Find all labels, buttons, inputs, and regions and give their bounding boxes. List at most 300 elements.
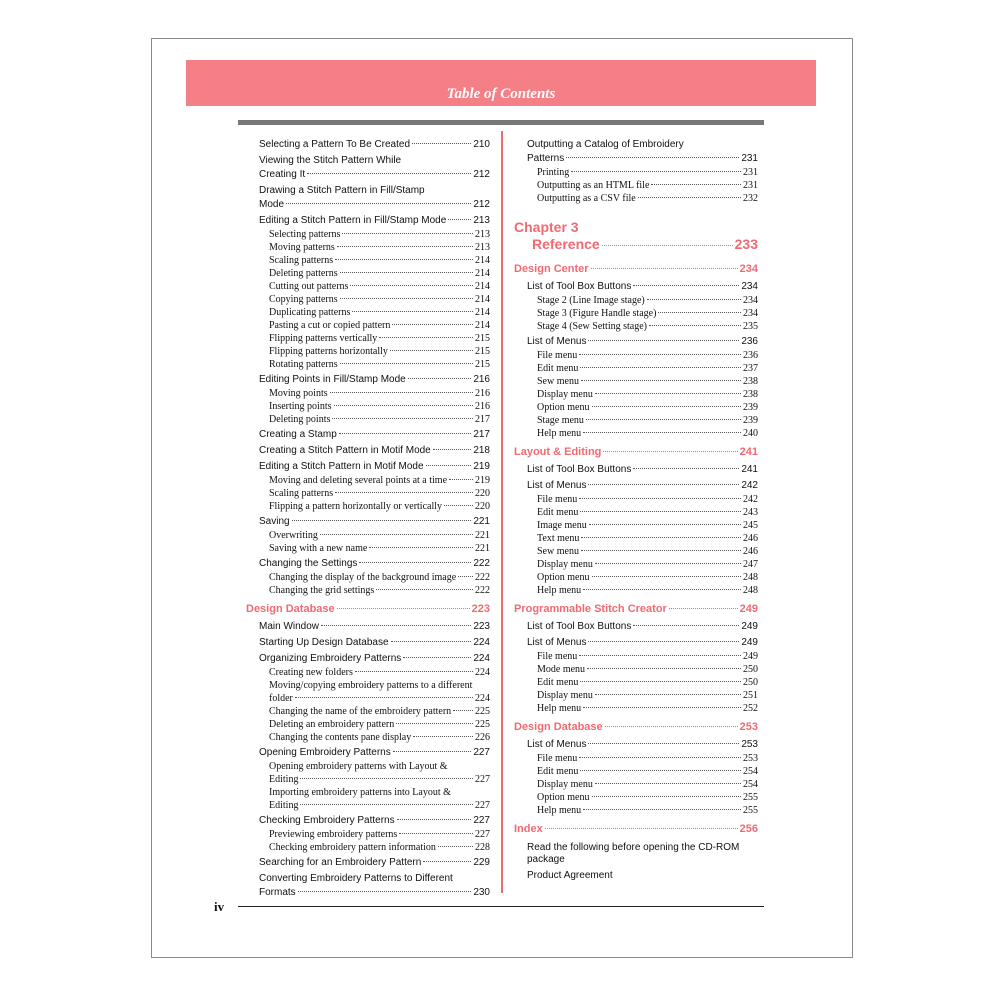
- dot-leader: [633, 625, 739, 626]
- dot-leader: [396, 723, 473, 724]
- toc-entry-opening-embroidery-patterns[interactable]: [246, 746, 490, 760]
- dot-leader: [390, 350, 473, 351]
- toc-page-number: 253: [741, 739, 758, 750]
- dot-leader: [448, 219, 471, 220]
- toc-section-design-center[interactable]: [514, 261, 758, 278]
- dot-leader: [580, 511, 741, 512]
- toc-entry-moving-points[interactable]: [246, 387, 490, 400]
- dot-leader: [359, 562, 471, 563]
- dot-leader: [603, 451, 737, 452]
- dot-leader: [579, 655, 741, 656]
- toc-entry-copying-patterns[interactable]: [246, 293, 490, 306]
- dot-leader: [444, 505, 473, 506]
- dot-leader: [391, 641, 472, 642]
- chapter-title: Reference: [532, 236, 600, 252]
- toc-entry-title-line2: Editing: [269, 800, 299, 811]
- toc-entry-title: Overwriting: [269, 530, 318, 541]
- toc-page-number: 255: [743, 805, 758, 816]
- toc-page-number: 249: [741, 621, 758, 632]
- toc-page-number: 219: [473, 461, 490, 472]
- toc-entry-title: Flipping patterns vertically: [269, 333, 378, 344]
- toc-page-number: 210: [473, 139, 490, 150]
- toc-entry-file-menu[interactable]: [514, 650, 758, 663]
- toc-entry-duplicating-patterns[interactable]: [246, 306, 490, 319]
- dot-leader: [651, 184, 741, 185]
- toc-entry-title: Stage 2 (Line Image stage): [537, 295, 645, 306]
- dot-leader: [586, 419, 741, 420]
- header-banner: [186, 60, 816, 106]
- dot-leader: [423, 861, 471, 862]
- toc-entry-edit-menu[interactable]: [514, 676, 758, 689]
- toc-page-number: 214: [475, 255, 490, 266]
- toc-entry-searching-for-an-embroidery-pattern[interactable]: [246, 856, 490, 870]
- toc-entry-title-line1: Drawing a Stitch Pattern in Fill/Stamp: [259, 185, 425, 196]
- toc-entry-image-menu[interactable]: [514, 519, 758, 532]
- toc-page-number: 240: [743, 428, 758, 439]
- toc-entry-title-line2: Patterns: [527, 153, 565, 164]
- dot-leader: [399, 833, 473, 834]
- header-rule: [238, 120, 764, 125]
- toc-entry-title: Changing the contents pane display: [269, 732, 412, 743]
- toc-page-number: 212: [473, 199, 490, 210]
- dot-leader: [397, 819, 472, 820]
- toc-section-programmable-stitch-creator[interactable]: [514, 601, 758, 618]
- toc-entry-list-of-tool-box-buttons[interactable]: [514, 280, 758, 294]
- toc-page-number: 236: [741, 336, 758, 347]
- toc-entry-edit-menu[interactable]: [514, 506, 758, 519]
- toc-entry-title: File menu: [537, 494, 578, 505]
- dot-leader: [342, 233, 473, 234]
- toc-page-number: 231: [743, 180, 758, 191]
- toc-page-number: 237: [743, 363, 758, 374]
- dot-leader: [588, 340, 739, 341]
- toc-page-number: 216: [475, 388, 490, 399]
- toc-page-number: 241: [741, 464, 758, 475]
- toc-page-number: 238: [743, 389, 758, 400]
- toc-entry-flipping-a-pattern-horizontally-or-vertically[interactable]: [246, 500, 490, 513]
- toc-entry-title: Design Database: [246, 603, 335, 615]
- toc-page-number: 248: [743, 572, 758, 583]
- toc-section-layout-and-editing[interactable]: [514, 444, 758, 461]
- toc-page-number: 234: [743, 295, 758, 306]
- toc-entry-file-menu[interactable]: [514, 493, 758, 506]
- toc-section-index[interactable]: [514, 821, 758, 838]
- dot-leader: [579, 354, 741, 355]
- dot-leader: [579, 757, 741, 758]
- toc-page-number: 214: [475, 268, 490, 279]
- toc-entry-title: List of Menus: [527, 637, 587, 648]
- dot-leader: [592, 796, 742, 797]
- toc-page-number: 239: [743, 402, 758, 413]
- chapter-heading[interactable]: [514, 219, 758, 255]
- dot-leader: [658, 312, 741, 313]
- dot-leader: [300, 804, 473, 805]
- toc-entry-list-of-menus[interactable]: [514, 479, 758, 493]
- toc-entry-title: Mode menu: [537, 664, 586, 675]
- toc-entry-title-line1: Moving/copying embroidery patterns to a different: [269, 680, 473, 691]
- toc-entry-checking-embroidery-pattern-information[interactable]: [246, 841, 490, 854]
- toc-entry-converting-embroidery-patterns-to-different-formats[interactable]: [246, 872, 490, 900]
- toc-entry-title-line2: folder: [269, 693, 293, 704]
- dot-leader: [649, 325, 741, 326]
- toc-entry-sew-menu[interactable]: [514, 375, 758, 388]
- dot-leader: [337, 608, 470, 609]
- dot-leader: [369, 547, 473, 548]
- toc-entry-stage-3-figure-handle-stage[interactable]: [514, 307, 758, 320]
- toc-entry-title: Deleting points: [269, 414, 331, 425]
- toc-page-number: 223: [473, 621, 490, 632]
- toc-entry-file-menu[interactable]: [514, 752, 758, 765]
- toc-entry-title: Flipping a pattern horizontally or vertically: [269, 501, 443, 512]
- chapter-label: Chapter 3: [514, 219, 579, 235]
- toc-entry-list-of-tool-box-buttons[interactable]: [514, 463, 758, 477]
- toc-page-number: 215: [475, 333, 490, 344]
- dot-leader: [571, 171, 741, 172]
- toc-entry-title: List of Menus: [527, 336, 587, 347]
- toc-entry-selecting-patterns[interactable]: [246, 228, 490, 241]
- toc-entry-title: Display menu: [537, 690, 593, 701]
- toc-entry-saving-with-a-new-name[interactable]: [246, 542, 490, 555]
- toc-entry-title: Option menu: [537, 572, 590, 583]
- toc-entry-deleting-points[interactable]: [246, 413, 490, 426]
- toc-entry-title: Checking Embroidery Patterns: [259, 815, 395, 826]
- toc-entry-moving-patterns[interactable]: [246, 241, 490, 254]
- dot-leader: [355, 671, 473, 672]
- toc-page-number: 220: [475, 488, 490, 499]
- toc-entry-title: Display menu: [537, 779, 593, 790]
- toc-note-1[interactable]: Read the following before opening the CD-ROM package: [527, 842, 740, 865]
- toc-entry-list-of-tool-box-buttons[interactable]: [514, 620, 758, 634]
- dot-leader: [438, 846, 473, 847]
- toc-entry-changing-the-settings[interactable]: [246, 557, 490, 571]
- dot-leader: [393, 751, 472, 752]
- toc-entry-option-menu[interactable]: [514, 791, 758, 804]
- toc-page-number: 254: [743, 779, 758, 790]
- dot-leader: [433, 449, 472, 450]
- toc-entry-title: Deleting an embroidery pattern: [269, 719, 395, 730]
- toc-entry-title: Checking embroidery pattern information: [269, 842, 436, 853]
- toc-entry-previewing-embroidery-patterns[interactable]: [246, 828, 490, 841]
- toc-entry-printing[interactable]: [514, 166, 758, 179]
- toc-entry-file-menu[interactable]: [514, 349, 758, 362]
- toc-entry-title: Creating a Stamp: [259, 429, 337, 440]
- toc-page-number: 212: [473, 169, 490, 180]
- toc-entry-pasting-a-cut-or-copied-pattern[interactable]: [246, 319, 490, 332]
- dot-leader: [300, 778, 473, 779]
- toc-entry-title-line2: Formats: [259, 887, 296, 898]
- toc-entry-sew-menu[interactable]: [514, 545, 758, 558]
- dot-leader: [592, 406, 742, 407]
- toc-entry-creating-new-folders[interactable]: [246, 666, 490, 679]
- dot-leader: [566, 157, 739, 158]
- toc-entry-starting-up-design-database[interactable]: [246, 636, 490, 650]
- toc-page-number: 253: [739, 721, 758, 733]
- dot-leader: [352, 311, 473, 312]
- toc-entry-title: Changing the Settings: [259, 558, 358, 569]
- toc-entry-title: Moving patterns: [269, 242, 335, 253]
- toc-entry-inserting-points[interactable]: [246, 400, 490, 413]
- toc-page-number: 254: [743, 766, 758, 777]
- toc-page-number: 234: [739, 263, 758, 275]
- dot-leader: [453, 710, 473, 711]
- toc-entry-checking-embroidery-patterns[interactable]: [246, 814, 490, 828]
- toc-entry-title: Text menu: [537, 533, 580, 544]
- toc-entry-title: Rotating patterns: [269, 359, 338, 370]
- toc-page-number: 222: [473, 558, 490, 569]
- toc-entry-editing-points-in-fill-stamp-mode[interactable]: [246, 373, 490, 387]
- toc-entry-edit-menu[interactable]: [514, 765, 758, 778]
- toc-entry-title: Main Window: [259, 621, 320, 632]
- toc-entry-list-of-menus[interactable]: [514, 738, 758, 752]
- toc-entry-title-line1: Converting Embroidery Patterns to Different: [259, 873, 453, 884]
- toc-entry-flipping-patterns-vertically[interactable]: [246, 332, 490, 345]
- toc-entry-help-menu[interactable]: [514, 804, 758, 817]
- toc-page-number: 222: [475, 572, 490, 583]
- dot-leader: [595, 563, 741, 564]
- toc-page-number: 214: [475, 320, 490, 331]
- toc-page-number: 252: [743, 703, 758, 714]
- toc-section-design-database[interactable]: [514, 719, 758, 736]
- dot-leader: [633, 468, 739, 469]
- toc-entry-title: Index: [514, 823, 543, 835]
- toc-entry-title: Changing the grid settings: [269, 585, 375, 596]
- toc-entry-edit-menu[interactable]: [514, 362, 758, 375]
- toc-page-number: 235: [743, 321, 758, 332]
- dot-leader: [413, 736, 473, 737]
- toc-entry-title: Moving and deleting several points at a time: [269, 475, 448, 486]
- dot-leader: [583, 432, 741, 433]
- toc-entry-outputting-as-a-csv-file[interactable]: [514, 192, 758, 205]
- dot-leader: [292, 520, 472, 521]
- toc-entry-title: Help menu: [537, 585, 582, 596]
- toc-page-number: 256: [739, 823, 758, 835]
- toc-entry-list-of-menus[interactable]: [514, 636, 758, 650]
- dot-leader: [340, 363, 473, 364]
- dot-leader: [330, 392, 473, 393]
- toc-entry-scaling-patterns[interactable]: [246, 487, 490, 500]
- dot-leader: [449, 479, 473, 480]
- toc-entry-title: Edit menu: [537, 677, 579, 688]
- toc-entry-creating-a-stamp[interactable]: [246, 428, 490, 442]
- page-title: Table of Contents: [446, 86, 556, 102]
- toc-entry-title: Previewing embroidery patterns: [269, 829, 398, 840]
- toc-page-number: 255: [743, 792, 758, 803]
- toc-entry-title: Editing a Stitch Pattern in Fill/Stamp Mode: [259, 215, 447, 226]
- dot-leader: [583, 809, 741, 810]
- toc-page-number: 248: [743, 585, 758, 596]
- toc-entry-option-menu[interactable]: [514, 571, 758, 584]
- dot-leader: [595, 393, 741, 394]
- toc-section-design-database[interactable]: [246, 601, 490, 618]
- toc-entry-title: Cutting out patterns: [269, 281, 349, 292]
- toc-page-number: 227: [475, 800, 490, 811]
- toc-entry-display-menu[interactable]: [514, 778, 758, 791]
- page-number: iv: [214, 899, 225, 914]
- toc-entry-title: List of Tool Box Buttons: [527, 464, 632, 475]
- toc-entry-help-menu[interactable]: [514, 427, 758, 440]
- dot-leader: [339, 433, 471, 434]
- dot-leader: [340, 298, 473, 299]
- toc-page-number: 213: [475, 229, 490, 240]
- dot-leader: [403, 657, 471, 658]
- toc-entry-list-of-menus[interactable]: [514, 335, 758, 349]
- dot-leader: [669, 608, 738, 609]
- dot-leader: [587, 668, 741, 669]
- toc-entry-display-menu[interactable]: [514, 558, 758, 571]
- toc-entry-opening-embroidery-patterns-with-layout-and-editing[interactable]: [246, 760, 490, 786]
- toc-page-number: 215: [475, 346, 490, 357]
- toc-page-number: 234: [743, 308, 758, 319]
- toc-entry-viewing-the-stitch-pattern-while-creating-it[interactable]: [246, 154, 490, 182]
- toc-entry-editing-a-stitch-pattern-in-motif-mode[interactable]: [246, 460, 490, 474]
- toc-entry-outputting-as-an-html-file[interactable]: [514, 179, 758, 192]
- toc-entry-stage-2-line-image-stage[interactable]: [514, 294, 758, 307]
- dot-leader: [332, 418, 473, 419]
- toc-entry-title-line1: Importing embroidery patterns into Layout &: [269, 787, 451, 798]
- toc-page-number: 224: [475, 693, 490, 704]
- toc-entry-title: Outputting as a CSV file: [537, 193, 636, 204]
- toc-page-number: 227: [475, 774, 490, 785]
- toc-entry-flipping-patterns-horizontally[interactable]: [246, 345, 490, 358]
- toc-page-number: 225: [475, 719, 490, 730]
- toc-entry-title: Opening Embroidery Patterns: [259, 747, 391, 758]
- toc-page-number: 241: [739, 446, 758, 458]
- toc-entry-title: Display menu: [537, 389, 593, 400]
- toc-entry-changing-the-display-of-the-background-image[interactable]: [246, 571, 490, 584]
- toc-entry-overwriting[interactable]: [246, 529, 490, 542]
- toc-entry-title-line2: Creating It: [259, 169, 306, 180]
- toc-entry-title: Pasting a cut or copied pattern: [269, 320, 391, 331]
- dot-leader: [298, 891, 472, 892]
- toc-entry-title: Creating new folders: [269, 667, 353, 678]
- toc-entry-help-menu[interactable]: [514, 584, 758, 597]
- toc-right-column: [514, 136, 758, 882]
- dot-leader: [580, 770, 741, 771]
- toc-page-number: 249: [743, 651, 758, 662]
- toc-entry-main-window[interactable]: [246, 620, 490, 634]
- toc-entry-title: Scaling patterns: [269, 255, 334, 266]
- toc-entry-text-menu[interactable]: [514, 532, 758, 545]
- toc-entry-mode-menu[interactable]: [514, 663, 758, 676]
- dot-leader: [320, 534, 473, 535]
- toc-entry-title: Edit menu: [537, 507, 579, 518]
- toc-entry-outputting-a-catalog-of-embroidery-patterns[interactable]: [514, 138, 758, 166]
- dot-leader: [295, 697, 473, 698]
- toc-page-number: 239: [743, 415, 758, 426]
- toc-page-number: 246: [743, 546, 758, 557]
- toc-entry-deleting-patterns[interactable]: [246, 267, 490, 280]
- toc-entry-deleting-an-embroidery-pattern[interactable]: [246, 718, 490, 731]
- toc-page-number: 218: [473, 445, 490, 456]
- toc-page-number: 231: [743, 167, 758, 178]
- toc-entry-moving-copying-embroidery-patterns-to-a-different-folder[interactable]: [246, 679, 490, 705]
- toc-entry-title: Display menu: [537, 559, 593, 570]
- toc-page-number: 217: [473, 429, 490, 440]
- toc-entry-title: Help menu: [537, 805, 582, 816]
- toc-entry-editing-a-stitch-pattern-in-fill-stamp-mode[interactable]: [246, 214, 490, 228]
- toc-entry-title-line2: Editing: [269, 774, 299, 785]
- toc-entry-title: Editing a Stitch Pattern in Motif Mode: [259, 461, 424, 472]
- toc-entry-title: Edit menu: [537, 766, 579, 777]
- toc-page-number: 222: [475, 585, 490, 596]
- toc-entry-title: Stage menu: [537, 415, 584, 426]
- toc-entry-title: Design Center: [514, 263, 589, 275]
- dot-leader: [581, 550, 741, 551]
- toc-page-number: 225: [475, 706, 490, 717]
- toc-page-number: 250: [743, 664, 758, 675]
- toc-page-number: 221: [473, 516, 490, 527]
- toc-page-number: 229: [473, 857, 490, 868]
- toc-page-number: 227: [473, 815, 490, 826]
- dot-leader: [286, 203, 471, 204]
- toc-entry-changing-the-grid-settings[interactable]: [246, 584, 490, 597]
- toc-entry-title-line1: Outputting a Catalog of Embroidery: [527, 139, 684, 150]
- toc-entry-changing-the-contents-pane-display[interactable]: [246, 731, 490, 744]
- toc-entry-cutting-out-patterns[interactable]: [246, 280, 490, 293]
- dot-leader: [545, 828, 738, 829]
- toc-entry-drawing-a-stitch-pattern-in-fill-stamp-mode[interactable]: [246, 184, 490, 212]
- toc-entry-scaling-patterns[interactable]: [246, 254, 490, 267]
- toc-entry-title: Selecting patterns: [269, 229, 341, 240]
- toc-page-number: 242: [741, 480, 758, 491]
- toc-entry-saving[interactable]: [246, 515, 490, 529]
- dot-leader: [379, 337, 473, 338]
- toc-entry-rotating-patterns[interactable]: [246, 358, 490, 371]
- dot-leader: [340, 272, 473, 273]
- toc-page-number: 214: [475, 294, 490, 305]
- toc-page-number: 245: [743, 520, 758, 531]
- dot-leader: [591, 268, 738, 269]
- toc-page-number: 246: [743, 533, 758, 544]
- toc-entry-title: Changing the name of the embroidery pattern: [269, 706, 452, 717]
- toc-entry-selecting-a-pattern-to-be-created[interactable]: [246, 138, 490, 152]
- toc-entry-title: Scaling patterns: [269, 488, 334, 499]
- toc-note-2[interactable]: Product Agreement: [527, 870, 613, 881]
- toc-page-number: 216: [473, 374, 490, 385]
- toc-page-number: 250: [743, 677, 758, 688]
- toc-entry-title: Selecting a Pattern To Be Created: [259, 139, 411, 150]
- toc-entry-display-menu[interactable]: [514, 689, 758, 702]
- dot-leader: [583, 589, 741, 590]
- toc-entry-title: Design Database: [514, 721, 603, 733]
- toc-page-number: 227: [473, 747, 490, 758]
- dot-leader: [589, 524, 741, 525]
- dot-leader: [350, 285, 473, 286]
- toc-entry-stage-4-sew-setting-stage[interactable]: [514, 320, 758, 333]
- toc-entry-title: File menu: [537, 350, 578, 361]
- toc-entry-creating-a-stitch-pattern-in-motif-mode[interactable]: [246, 444, 490, 458]
- toc-entry-title: Programmable Stitch Creator: [514, 603, 667, 615]
- toc-entry-option-menu[interactable]: [514, 401, 758, 414]
- toc-entry-stage-menu[interactable]: [514, 414, 758, 427]
- toc-page-number: 223: [471, 603, 490, 615]
- toc-entry-help-menu[interactable]: [514, 702, 758, 715]
- toc-entry-title: List of Tool Box Buttons: [527, 621, 632, 632]
- toc-entry-importing-embroidery-patterns-into-layout-and-editing[interactable]: [246, 786, 490, 812]
- toc-entry-moving-and-deleting-several-points-at-a-time[interactable]: [246, 474, 490, 487]
- toc-page-number: 242: [743, 494, 758, 505]
- toc-entry-changing-the-name-of-the-embroidery-pattern[interactable]: [246, 705, 490, 718]
- toc-entry-display-menu[interactable]: [514, 388, 758, 401]
- dot-leader: [408, 378, 472, 379]
- toc-entry-organizing-embroidery-patterns[interactable]: [246, 652, 490, 666]
- toc-page-number: 221: [475, 543, 490, 554]
- toc-entry-title: Help menu: [537, 428, 582, 439]
- toc-entry-title: Moving points: [269, 388, 328, 399]
- toc-page-number: 221: [475, 530, 490, 541]
- toc-page-number: 253: [743, 753, 758, 764]
- dot-leader: [595, 694, 741, 695]
